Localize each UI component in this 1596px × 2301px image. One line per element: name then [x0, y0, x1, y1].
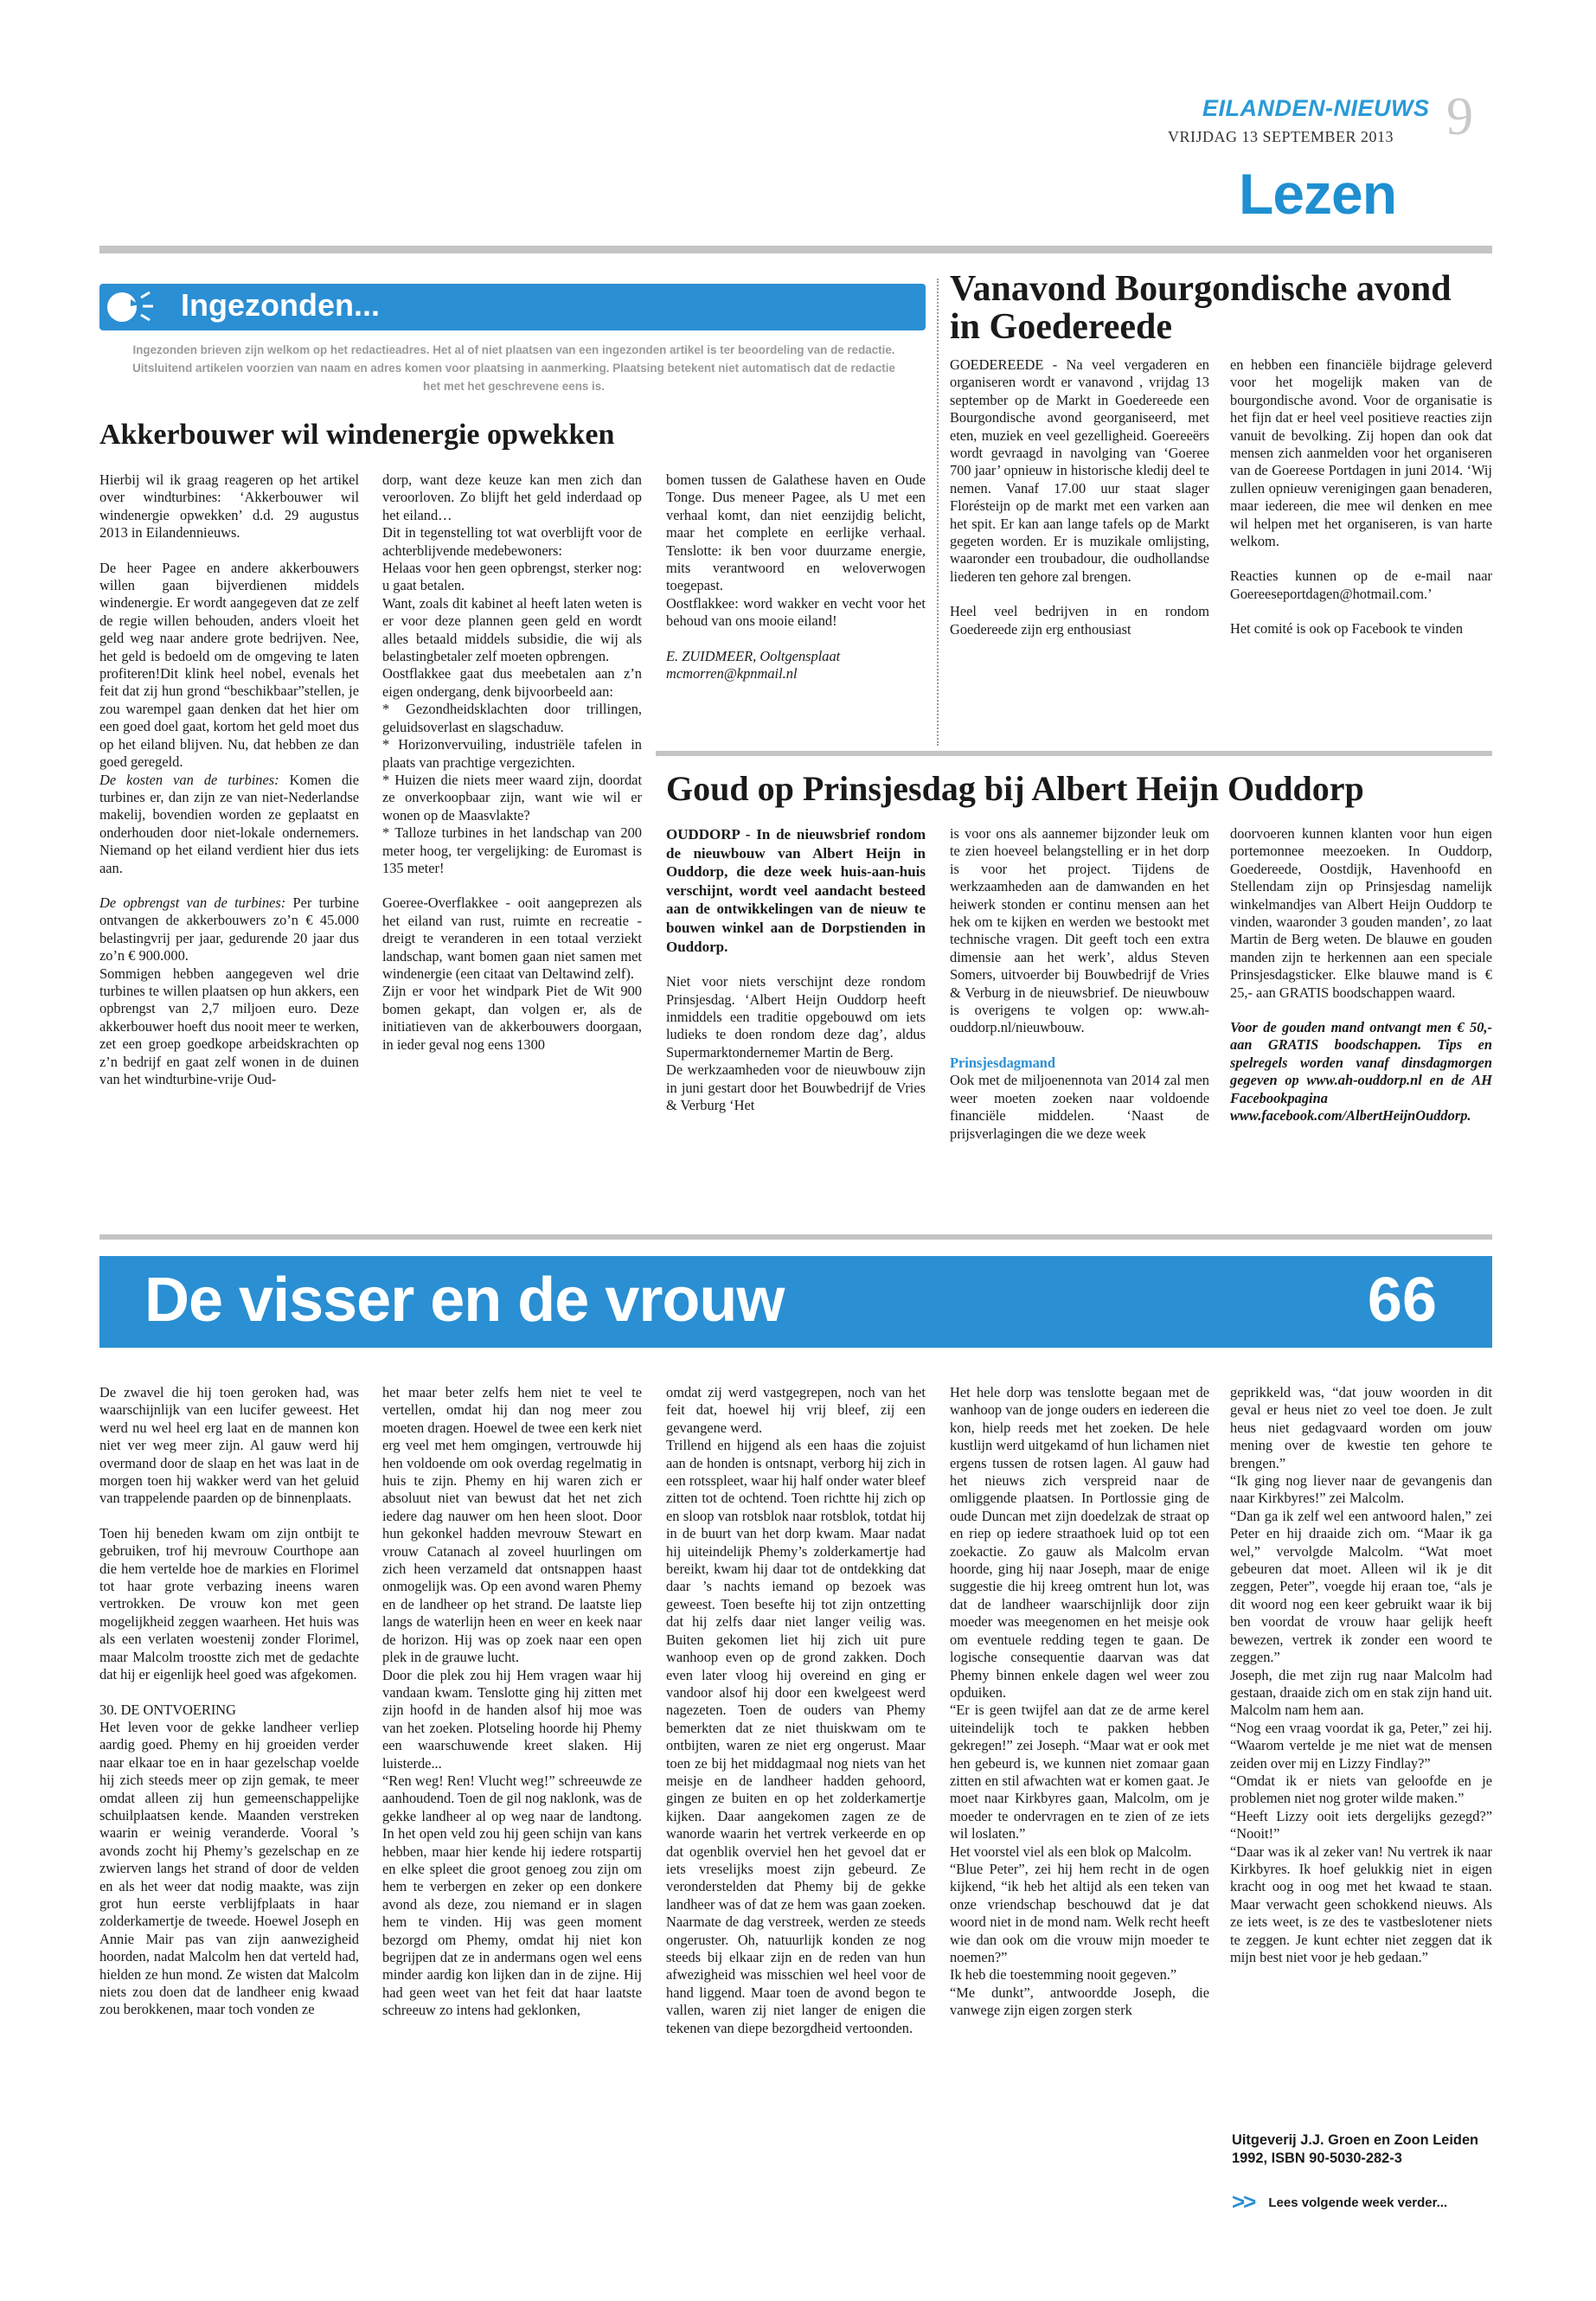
paragraph: * Gezondheidsklachten door trillingen, geluidsoverlast en slagschaduw. — [382, 701, 642, 735]
ingezonden-note — [102, 341, 926, 395]
paragraph: “Dan ga ik zelf wel een antwoord halen,” zei Peter en hij draaide zich om. “Maar ik ga wel,” vervolgde Malcolm. “Wat moet gebeuren dat moet. Alleen wil ik je dit zeggen, Peter”, voegde hij eraan toe, “als je dit woord nog een keer gebruikt waar ik bij ben voordat de vrouw haar gelijk heeft bewezen, vertrek ik zonder een woord te zeggen.” — [1230, 1507, 1492, 1666]
serial-column-3 — [666, 1384, 926, 2037]
text: Per turbine ontvangen de akkerbouwers zo’n € 45.000 belastingvrij per jaar, gedurende 20 jaar dus zo’n € 900.000. — [99, 894, 360, 965]
headline-line: Vanavond Bourgondische avond — [950, 269, 1452, 309]
paragraph: “Blue Peter”, zei hij hem recht in de ogen kijkend, “ik heb het altijd als een teken van onze vriendschap beschouwd dat je dat woord niet in de mond nam. Welk recht heeft wie dan ook om die vrouw mijn moeder te noemen?” — [950, 1860, 1209, 1965]
paragraph: dorp, want deze keuze kan men zich dan veroorloven. Zo blijft het geld inderdaad op het eiland… — [382, 471, 642, 523]
paragraph: Ook met de miljoenennota van 2014 zal men weer moeten zoeken naar voldoende financiële middelen. ‘Naast de prijsverlagingen die we deze week — [950, 1072, 1209, 1142]
note-line: Ingezonden brieven zijn welkom op het redactieadres. Het al of niet plaatsen van een ingezonden artikel is ter beoordeling van de redactie. — [132, 343, 895, 356]
paragraph: GOEDEREEDE - Na veel vergaderen en organiseren wordt er vanavond , vrijdag 13 september op de Markt in Goedereede een Bourgondische avond georganiseerd, met eten, muziek en veel gezelligheid. Goereeërs wordt gevraagd in navolging van ‘Goeree 700 jaar’ opnieuw in historische kledij deel te nemen. Vanaf 17.00 uur staat slager Florésteijn op de markt met een varken aan het spit. Er kan aan lange tafels op de Markt gegeten worden. Er is muzikale omlijsting, waaronder een troubadour, die oudhollandse liederen ten gehore zal brengen. — [950, 356, 1209, 585]
column-divider — [937, 279, 939, 746]
paragraph: Het comité is ook op Facebook te vinden — [1230, 620, 1464, 638]
headline-line: in Goedereede — [950, 307, 1173, 347]
paragraph: Ik heb die toestemming nooit gegeven.” — [950, 1966, 1177, 1984]
paragraph: “Omdat ik er niets van geloofde en je problemen niet nog groter wilde maken.” — [1230, 1772, 1492, 1807]
subhead-prinsjesdagmand: Prinsjesdagmand — [950, 1054, 1056, 1071]
story-divider — [656, 751, 1492, 756]
note-line: het met het geschrevene eens is. — [423, 380, 605, 393]
paragraph: Toen hij beneden kwam om zijn ontbijt te gebruiken, trof hij mevrouw Courthope aan die hem vertelde hoe de markies en Florimel tot haar grote verbazing ineens waren vertrokken. De vrouw kon met geen mogelijkheid zeggen waarheen. Het huis was als een verlaten woestenij zonder Florimel, maar Malcolm troostte zich met de gedachte dat hij er eigenlijk heel goed was afgekomen. — [99, 1524, 359, 1683]
paragraph: Het leven voor de gekke landheer verliep aardig goed. Phemy en hij groeiden verder naar elkaar toe en in haar gezelschap voelde hij zich steeds meer op zijn gemak, te meer omdat alleen zij hun gemeenschappelijke schuilplaatsen kende. Maanden verstreken waarin er weinig veranderde. Vooral ’s avonds zocht hij Phemy’s gezelschap en ze zwierven langs het strand of door de velden en als het weer dat nodig maakte, was zijn grot hun eerste verblijfplaats in haar zolderkamertje de tweede. Hoewel Joseph en Annie Mair pas van zijn aanwezigheid hoorden, nadat Malcolm hen dat verteld had, hielden ze hun mond. Ze wisten dat Malcolm niets zou doen dat de landheer enig kwaad zou berokkenen, maar toch vonden ze — [99, 1718, 359, 2018]
paragraph: “Nog een vraag voordat ik ga, Peter,” zei hij. “Waarom vertelde je me niet wat de mensen zeiden over mij en Lizzy Findlay?” — [1230, 1719, 1492, 1772]
section-title: Lezen — [1239, 162, 1397, 226]
serial-column-4 — [950, 1384, 1209, 2020]
paragraph: “Ik ging nog liever naar de gevangenis dan naar Kirkbyres!” zei Malcolm. — [1230, 1472, 1492, 1507]
chapter-heading: 30. DE ONTVOERING — [99, 1701, 236, 1718]
paragraph: De zwavel die hij toen geroken had, was waarschijnlijk van een lucifer geweest. Het werd nu wel heel erg laat en de mannen kon niet ver weg meer zijn. Al gauw werd hij overmand door de slaap en het was laat in de morgen toen hij wakker werd van het geluid van trappelende paarden op de binnenplaats. — [99, 1384, 359, 1507]
paragraph: Oostflakkee: word wakker en vecht voor het behoud van ons mooie eiland! — [666, 594, 926, 630]
paragraph: * Talloze turbines in het landschap van 200 meter hoog, ter vergelijking: de Euromast is 135 meter! — [382, 824, 642, 876]
paragraph: Door die plek zou hij Hem vragen waar hij vandaan kwam. Tenslotte ging hij zitten met zijn hoofd in de handen alsof hij moe was van het zoeken. Plotseling hoorde hij Phemy een waarschuwende kreet slaken. Hij luisterde... — [382, 1666, 642, 1772]
next-week-link[interactable] — [1232, 2189, 1447, 2215]
letter-signature: E. ZUIDMEER, Ooltgensplaat — [666, 647, 841, 664]
intro-paragraph: OUDDORP - In de nieuwsbrief rondom de nieuwbouw van Albert Heijn in Ouddorp, die deze week huis-aan-huis verschijnt, wordt veel aandacht besteed aan de ontwikkelingen van de nieuw te bouwen winkel aan de Dorpstienden in Ouddorp. — [666, 826, 926, 955]
paragraph: “Heeft Lizzy ooit iets dergelijks gezegd?” “Nooit!” — [1230, 1807, 1492, 1843]
paragraph: De heer Pagee en andere akkerbouwers willen gaan bijverdienen middels windenergie. Er wordt aangegeven dat ze zelf de regie willen behouden, anders vloeit het geld weg naar andere grote bedrijven. Nee, het geld is bedoeld om de omgeving te laten profiteren!Dit klink heel nobel, evenals het feit dat zij hun grond “beschikbaar”stellen, je zou warempel gaan denken dat het hier om een goed doel gaat, kortom het geld moet dus op het eiland blijven. Nu, dat hebben ze dan goed geregeld. — [99, 559, 359, 771]
serial-column-5 — [1230, 1384, 1492, 1966]
label-opbrengst: De opbrengst van de turbines: — [99, 894, 286, 911]
albert-column-2 — [950, 825, 1209, 1143]
publisher-line: 1992, ISBN 90-5030-282-3 — [1232, 2150, 1402, 2166]
paragraph: Reacties kunnen op de e-mail naar Goereeseportdagen@hotmail.com.’ — [1230, 567, 1492, 602]
paragraph: “Daar was ik al zeker van! Nu vertrek ik naar Kirkbyres. Ik hoef gelukkig niet in eigen kracht oog in oog met het kwaad te staan. Maar verwacht geen schokkend nieuws. Als ze iets weet, is ze des te vastbeslotener niets te zeggen. Je kunt echter niet zeggen dat ik mijn best niet voor je heb gedaan.” — [1230, 1843, 1492, 1965]
newspaper-logo: EILANDEN-NIEUWS — [1202, 95, 1430, 121]
paragraph: is voor ons als aannemer bijzonder leuk om te zien hoeveel belangstelling er in het dorp is voor het project. Tijdens de werkzaamheden aan de damwanden en het heiwerk stonden er continu mensen aan het hek om te kijken en werden we bestookt met technische vragen. Dit geeft toch een extra dimensie aan het werk’, aldus Steven Somers, uitvoerder bij Bouwbedrijf de Vries & Verburg in de nieuwsbrief. De nieuwbouw is overigens te volgen op: www.ah-ouddorp.nl/nieuwbouw. — [950, 825, 1209, 1036]
paragraph: “Me dunkt”, antwoordde Joseph, die vanwege zijn eigen zorgen sterk — [950, 1984, 1209, 2019]
letter-column-1 — [99, 471, 359, 1088]
paragraph: doorvoeren kunnen klanten voor hun eigen portemonnee meezoeken. In Ouddorp, Goedereede, Oostdijk, Havenhoofd en Stellendam zijn op Prinsjesdag namelijk winkelmandjes van Albert Heijn Ouddorp te vinden, waaronder 3 gouden manden’, zo laat Martin de Berg weten. De blauwe en gouden manden zijn te herkennen aan een speciale Prinsjesdagsticker. Elke blauwe mand is € 25,- aan GRATIS boodschappen waard. — [1230, 825, 1492, 1001]
paragraph: Het hele dorp was tenslotte begaan met de wanhoop van de jonge ouders en iedereen die kon, hielp reeds met het zoeken. De hele kustlijn werd uitgekamd of hun lichamen niet ergens tussen de rotsen lagen. Al gauw had het nieuws zich verspreid naar de omliggende plaatsen. In Portlossie ging de oude Duncan met zijn doedelzak de straat op en riep op iedere straathoek luid op tot een zoekactie. Zo gauw als Malcolm ervan hoorde, ging hij naar Joseph, maar de enige suggestie die hij kreeg omtrent hun lot, was dat de landheer waarschijnlijk door zijn moeder was meegenomen en het meisje ook om eventuele redding tegen te gaan. De logische consequentie daarvan was dat Phemy binnen enkele dagen wel weer zou opduiken. — [950, 1384, 1209, 1701]
paragraph: Zijn er voor het windpark Piet de Wit 900 bomen gekapt, dan volgen er, als de initiatieven van de akkerbouwers doorgaan, in ieder geval nog eens 1300 — [382, 983, 642, 1053]
paragraph: Het voorstel viel als een blok op Malcolm. — [950, 1843, 1192, 1860]
letter-column-2 — [382, 471, 642, 1054]
publisher-line: Uitgeverij J.J. Groen en Zoon Leiden — [1232, 2132, 1479, 2148]
paragraph — [99, 772, 359, 877]
paragraph: geprikkeld was, “dat jouw woorden in dit geval er heus niet zo veel toe doen. Je zult heus niet gedagvaard worden om jouw mening over de kwestie ten gehore te brengen.” — [1230, 1384, 1492, 1471]
closing-paragraph: Voor de gouden mand ontvangt men € 50,- aan GRATIS boodschappen. Tips en spelregels worden vanaf dinsdagmorgen gegeven op www.ah-ouddorp.nl en de AH Facebookpagina www.facebook.com/AlbertHeijnOuddorp. — [1230, 1019, 1492, 1125]
section-rule — [99, 1234, 1492, 1240]
page-number: 9 — [1446, 87, 1473, 146]
paragraph: bomen tussen de Galathese haven en Oude Tonge. Dus meneer Pagee, als U met een verhaal komt, dan niet eenzijdig belicht, maar het complete en eerlijke verhaal. Tenslotte: ik ben voor duurzame energie, mits verantwoord en weloverwogen toegepast. — [666, 471, 926, 594]
paragraph: omdat zij werd vastgegrepen, noch van het feit dat, hoewel hij vrij bleef, zij een gevangene werd. — [666, 1384, 926, 1436]
paragraph: Joseph, die met zijn rug naar Malcolm had gestaan, draaide zich om en stak zijn hand uit. Malcolm nam hem aan. — [1230, 1666, 1492, 1719]
paragraph: Oostflakkee gaat dus meebetalen aan z’n eigen ondergang, denk bijvoorbeeld aan: — [382, 665, 642, 700]
issue-date: VRIJDAG 13 SEPTEMBER 2013 — [1168, 128, 1394, 145]
serial-banner — [99, 1256, 1492, 1348]
paragraph: Niet voor niets verschijnt deze rondom Prinsjesdag. ‘Albert Heijn Ouddorp heeft inmiddels een traditie opgebouwd om iets ludieks te doen rondom deze dag’, aldus Supermarktondernemer Martin de Berg. — [666, 973, 926, 1061]
paragraph: Goeree-Overflakkee - ooit aangeprezen als het eiland van rust, ruimte en recreatie - dreigt te veranderen in een totaal verziekt landschap, want bomen gaan niet samen met windenergie (een citaat van Deltawind zelf). — [382, 894, 642, 982]
serial-column-2 — [382, 1384, 642, 2020]
paragraph: Want, zoals dit kabinet al heeft laten weten is er voor deze plannen geen geld en wordt alles betaald middels subsidie, die wij als belastingbetaler zelf moeten opbrengen. — [382, 594, 642, 665]
paragraph: Trillend en hijgend als een haas die zojuist aan de honden is ontsnapt, verborg hij zich in een rotsspleet, waar hij half onder water bleef zitten tot de ochtend. Toen richtte hij zich op en sloop van rotsblok naar rotsblok, totdat hij in de buurt van het dorp kwam. Maar nadat hij uiteindelijk Phemy’s zolderkamertje had bereikt, kwam hij daar tot de ontdekking dat daar ’s nachts iemand op bezoek was geweest. Toen besefte hij tot zijn ontzetting dat hij zelfs daar niet langer veilig was. Buiten gekomen liet hij zich uit pure wanhoop even op de grond zakken. Doch even later vloog hij overeind en ging er vandoor alsof hij door een kwelgeest werd nagezeten. Toen de ouders van Phemy bemerkten dat ze niet thuiskwam om te ontbijten, waren ze niet erg ongerust. Maar toen ze bij het middagmaal nog niets van het meisje en de landheer hadden gehoord, gingen ze buiten en op het zolderkamertje kijken. Daar aangekomen zagen ze de wanorde waarin het vertrek verkeerde en op dat ogenblik overviel hen het gevoel dat er iets vreselijks moest zijn gebeurd. Ze veronderstelden dat Phemy bij de gekke landheer was of dat ze hem was gaan zoeken. Naarmate de dag verstreek, werden ze steeds ongeruster. Oh, natuurlijk konden ze nog steeds bij elkaar zijn en de reden van hun afwezigheid was misschien wel heel voor de hand liggend. Maar toen de avond begon te vallen, waren zij niet langer de enigen die tekenen van diepe bezorgdheid vertoonden. — [666, 1437, 926, 2036]
paragraph: * Horizonvervuiling, industriële tafelen in plaats van prachtige vergezichten. — [382, 736, 642, 771]
serial-column-1 — [99, 1384, 359, 2019]
speaker-icon — [105, 287, 157, 327]
albert-heijn-headline: Goud op Prinsjesdag bij Albert Heijn Ouddorp — [666, 769, 1364, 808]
note-line: Uitsluitend artikelen voorzien van naam en adres komen voor plaatsing in aanmerking. Plaatsing betekent niet automatisch dat de redactie — [132, 362, 895, 375]
paragraph — [99, 894, 359, 965]
paragraph: Helaas voor hen geen opbrengst, sterker nog: u gaat betalen. — [382, 560, 642, 594]
paragraph: Hierbij wil ik graag reageren op het artikel over windturbines: ‘Akkerbouwer wil windenergie opwekken’ d.d. 29 augustus 2013 in Eilandennieuws. — [99, 471, 359, 542]
paragraph: Dit in tegenstelling tot wat overblijft voor de achterblijvende medebewoners: — [382, 524, 642, 559]
next-arrow-icon: >> — [1232, 2189, 1255, 2214]
paragraph: De werkzaamheden voor de nieuwbouw zijn in juni gestart door het Bouwbedrijf de Vries & Verburg ‘Het — [666, 1061, 926, 1113]
ingezonden-title: Ingezonden... — [181, 287, 380, 323]
albert-column-1 — [666, 825, 926, 1114]
paragraph: * Huizen die niets meer waard zijn, doordat ze onverkoopbaar zijn, want wie wil er wonen op de Maasvlakte? — [382, 771, 642, 824]
paragraph: het maar beter zelfs hem niet te veel te vertellen, omdat hij dan nog meer zou moeten dragen. Hoewel de twee een kerk niet erg veel met hem omgingen, vertrouwde hij hen voldoende om ook overdag regelmatig in huis te zijn. Phemy en hij waren zich er absoluut niet van bewust dat het net zich iedere dag nauwer om hen heen sloot. Door hun gekonkel hadden mevrouw Stewart en vrouw Catanach al zoveel huurlingen om zich heen verzameld dat ontsnappen haast onmogelijk was. Op een avond waren Phemy en de landheer op het strand. De laatste liep langs de waterlijn heen en weer en keek naar de horizon. Hij was op zoek naar een open plek in de grauwe lucht. — [382, 1384, 642, 1666]
letter-column-3 — [666, 471, 926, 683]
label-kosten: De kosten van de turbines: — [99, 771, 279, 788]
publisher-info — [1232, 2131, 1478, 2168]
paragraph: “Er is geen twijfel aan dat ze de arme kerel uiteindelijk toch te pakken hebben gekregen!” zei Joseph. “Maar wat er ook met hen gebeurd is, we kunnen niet zomaar gaan zitten en stil afwachten wat er komen gaat. Je moet naar Kirkbyres gaan, Malcolm, om je moeder te ondervragen en te zien of ze iets wil loslaten.” — [950, 1702, 1209, 1843]
paragraph: en hebben een financiële bijdrage geleverd voor het mogelijk maken van de bourgondische avond. Voor de organisatie is het fijn dat er heel veel positieve reacties zijn vanuit de bevolking. Zij hopen dan ook dat mensen zich aanmelden voor het organiseren van de Goereese Portdagen in juni 2014. ‘Wij zullen opnieuw verenigingen gaan benaderen, maar iedereen, die mee wil denken en mee wil helpen met het organiseren, is van harte welkom. — [1230, 356, 1492, 550]
letter-headline: Akkerbouwer wil windenergie opwekken — [99, 419, 615, 451]
albert-column-3 — [1230, 825, 1492, 1125]
paragraph: Heel veel bedrijven in en rondom Goedereede zijn erg enthousiast — [950, 603, 1209, 638]
episode-number: 66 — [1367, 1266, 1437, 1335]
paragraph: “Ren weg! Ren! Vlucht weg!” schreeuwde ze aanhoudend. Toen de gil nog naklonk, was de gekke landheer al op weg naar de landtong. In het open veld zou hij geen schijn van kans hebben, maar hier kende hij iedere rotspartij en elke spleet die groot genoeg zou zijn om hem te verbergen en zeker op een donkere avond als deze, zou niemand er in slagen hem te vinden. Hij was geen moment bezorgd om Phemy, omdat hij niet kon begrijpen dat ze in andermans ogen wel eens minder aardig kon lijken dan in de zijne. Hij had geen weet van het feit dat haar laatste schreeuw zo intens had geklonken, — [382, 1772, 642, 2019]
letter-email[interactable]: mcmorren@kpnmail.nl — [666, 665, 798, 683]
text: Komen die turbines er, dan zijn ze van niet-Nederlandse makelij, bovendien worden ze geplaatst en onderhouden door niet-lokale ondernemers. Niemand op het eiland verdient hier dus iets aan. — [99, 771, 359, 876]
ingezonden-header-bar — [99, 284, 926, 330]
bourgondisch-headline — [950, 270, 1452, 346]
paragraph: Sommigen hebben aangegeven wel drie turbines te willen plaatsen op hun akkers, een opbrengst van 2,7 miljoen euro. Deze akkerbouwer hoeft dus nooit meer te werken, zet een groep goedkope arbeidskrachten op z’n bedrijf en gaat zelf wonen in de duinen van het windturbine-vrije Oud- — [99, 965, 359, 1087]
next-week-text: Lees volgende week verder... — [1268, 2195, 1448, 2210]
bourgondisch-column-2 — [1230, 356, 1492, 638]
masthead-rule — [99, 246, 1492, 253]
serial-title: De visser en de vrouw — [144, 1266, 785, 1335]
bourgondisch-column-1 — [950, 356, 1209, 638]
